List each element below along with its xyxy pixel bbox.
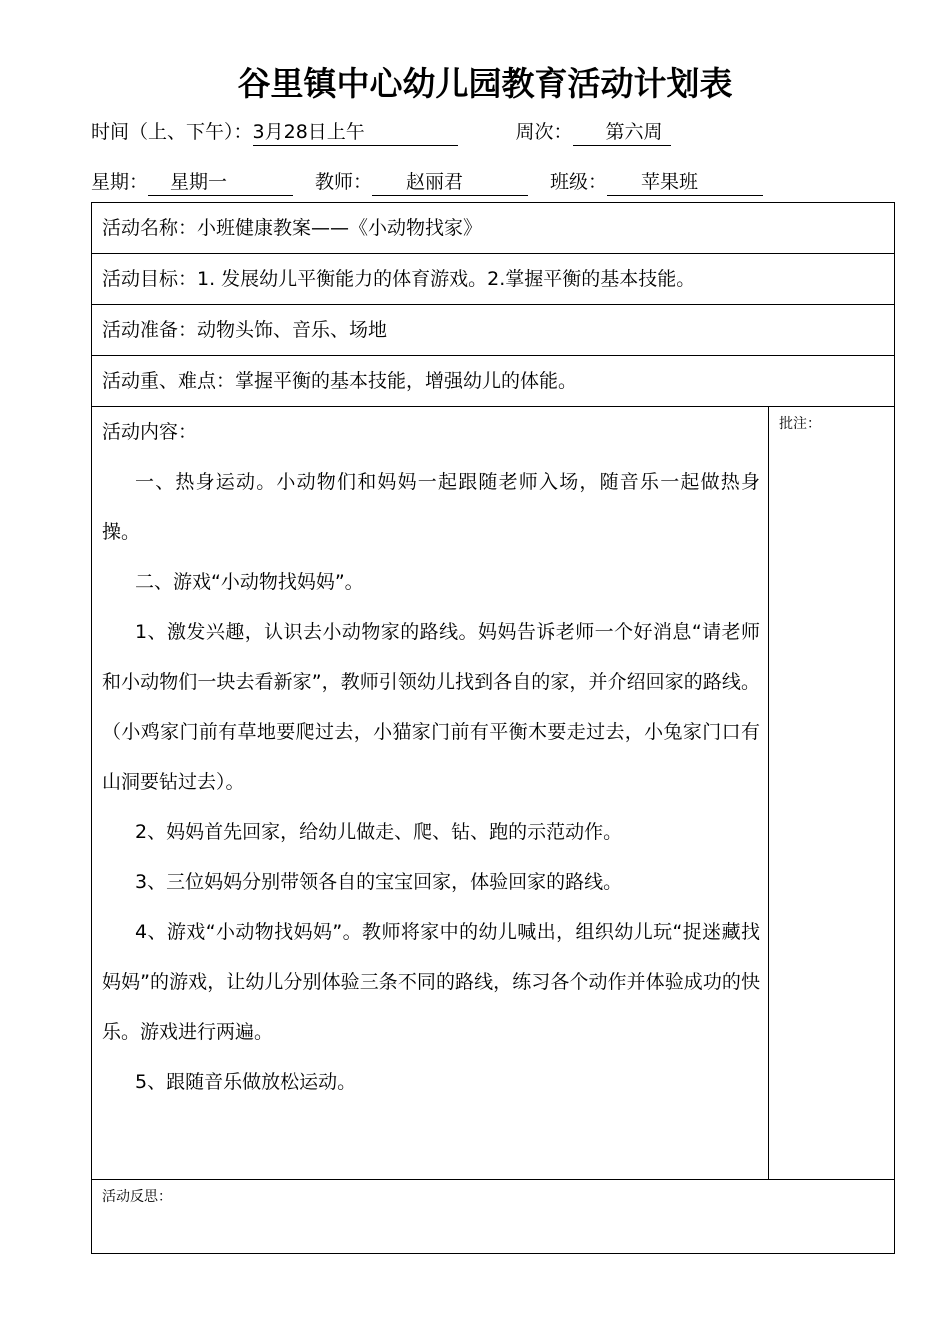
notes-cell [769, 407, 894, 1179]
day-value: 星期一 [148, 167, 293, 196]
class-value: 苹果班 [607, 167, 763, 196]
time-value: 3月28日上午 [253, 117, 458, 146]
content-paragraph: 一、热身运动。小动物们和妈妈一起跟随老师入场，随音乐一起做热身操。 [102, 471, 760, 543]
class-label: 班级： [550, 171, 608, 193]
plan-table [91, 202, 895, 1254]
header-line-time [91, 117, 671, 146]
content-paragraph: 二、游戏“小动物找妈妈”。 [135, 571, 364, 593]
activity-key-row: 活动重、难点：掌握平衡的基本技能，增强幼儿的体能。 [92, 356, 894, 407]
day-label: 星期： [91, 171, 149, 193]
content-paragraph: 3、三位妈妈分别带领各自的宝宝回家，体验回家的路线。 [135, 871, 623, 893]
header-line-class [91, 167, 763, 196]
reflection-cell [92, 1179, 894, 1253]
content-paragraph: 1、激发兴趣，认识去小动物家的路线。妈妈告诉老师一个好消息“请老师和小动物们一块去看新家”，教师引领幼儿找到各自的家，并介绍回家的路线。（小鸡家门前有草地要爬过去，小猫家门前有平衡木要走过去，小兔家门口有山洞要钻过去）。 [102, 621, 760, 793]
time-label: 时间（上、下午）： [91, 121, 253, 143]
reflection-label: 活动反思： [102, 1189, 172, 1205]
content-paragraph: 4、游戏“小动物找妈妈”。教师将家中的幼儿喊出，组织幼儿玩“捉迷藏找妈妈”的游戏，让幼儿分别体验三条不同的路线，练习各个动作并体验成功的快乐。游戏进行两遍。 [102, 921, 760, 1043]
teacher-value: 赵丽君 [372, 167, 528, 196]
week-label: 周次： [515, 121, 573, 143]
content-paragraph: 5、跟随音乐做放松运动。 [135, 1071, 357, 1093]
content-paragraph: 2、妈妈首先回家，给幼儿做走、爬、钻、跑的示范动作。 [135, 821, 623, 843]
activity-content-cell [92, 407, 769, 1179]
activity-name-row: 活动名称：小班健康教案——《小动物找家》 [92, 203, 894, 254]
page-title: 谷里镇中心幼儿园教育活动计划表 [237, 64, 733, 103]
activity-goal-row: 活动目标：1. 发展幼儿平衡能力的体育游戏。2.掌握平衡的基本技能。 [92, 254, 894, 305]
activity-prep-row: 活动准备：动物头饰、音乐、场地 [92, 305, 894, 356]
notes-label: 批注： [779, 416, 821, 432]
teacher-label: 教师： [315, 171, 373, 193]
content-label: 活动内容： [102, 421, 198, 443]
week-value: 第六周 [573, 117, 671, 146]
